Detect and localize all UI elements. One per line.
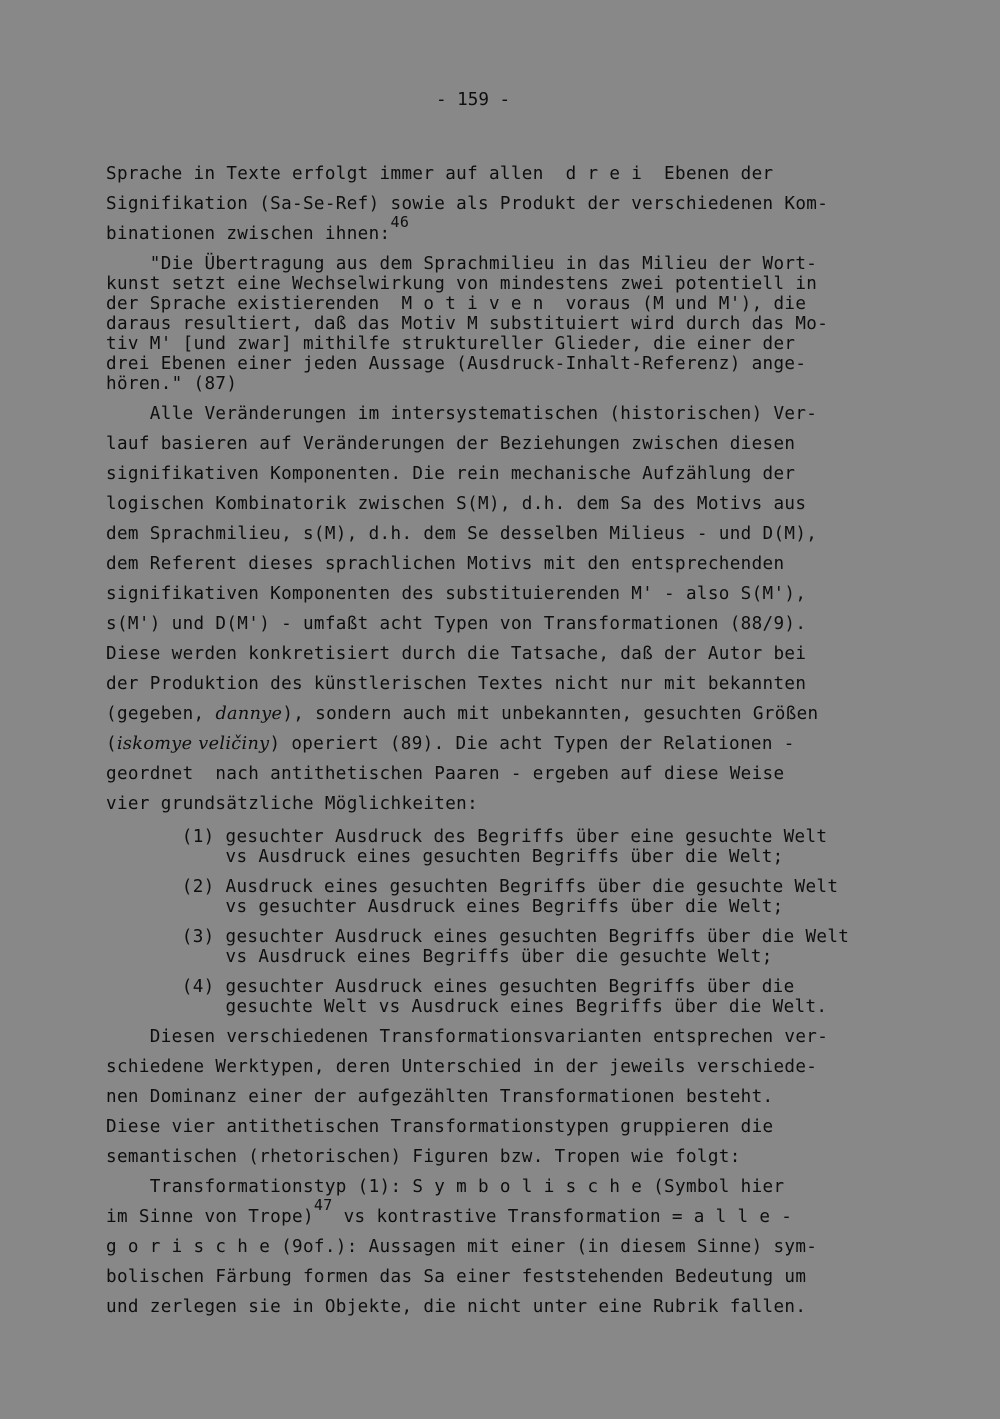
text-line — [106, 163, 773, 185]
text-line — [106, 763, 784, 785]
text-line — [106, 1296, 806, 1318]
text-line — [138, 996, 827, 1018]
text-line — [106, 553, 784, 575]
line-text: kunst setzt eine Wechselwirkung von mindestens zwei potentiell in — [106, 274, 818, 294]
text-line — [106, 703, 819, 725]
line-text: binationen zwischen ihnen: — [106, 224, 391, 244]
text-line — [106, 793, 478, 815]
text-line — [106, 313, 828, 335]
line-text: Sprache in Texte erfolgt immer auf allen d r e i Ebenen der — [106, 164, 774, 184]
line-text: vier grundsätzliche Möglichkeiten: — [106, 794, 479, 814]
text-line — [106, 403, 817, 425]
text-line — [106, 273, 817, 295]
text-line — [106, 643, 806, 665]
page-number: - 159 - — [436, 90, 511, 110]
line-text: Signifikation (Sa-Se-Ref) sowie als Produkt der verschiedenen Kom- — [106, 194, 829, 214]
line-text: (1) gesuchter Ausdruck des Begriffs über eine gesuchte Welt — [138, 827, 828, 847]
text-line — [106, 1196, 793, 1228]
text-line — [106, 523, 817, 545]
line-text: gesuchte Welt vs Ausdruck eines Begriffs über die Welt. — [138, 997, 828, 1017]
text-line — [106, 1056, 817, 1078]
line-text: der Produktion des künstlerischen Textes nicht nur mit bekannten — [106, 674, 807, 694]
text-line — [106, 1176, 784, 1198]
text-line — [106, 1266, 806, 1288]
line-text: im Sinne von Trope) — [106, 1207, 314, 1227]
line-text: vs Ausdruck eines gesuchten Begriffs über die Welt; — [138, 847, 784, 867]
text-line — [106, 213, 410, 245]
text-line — [106, 493, 806, 515]
text-line — [106, 1236, 817, 1258]
line-text: s(M') und D(M') - umfaßt acht Typen von Transformationen (88/9). — [106, 614, 807, 634]
text-line — [138, 826, 827, 848]
line-text: vs Ausdruck eines Begriffs über die gesuchte Welt; — [138, 947, 773, 967]
line-text: "Die Übertragung aus dem Sprachmilieu in das Milieu der Wort- — [106, 254, 818, 274]
line-text: Diese vier antithetischen Transformationstypen gruppieren die — [106, 1117, 774, 1137]
line-text: bolischen Färbung formen das Sa einer feststehenden Bedeutung um — [106, 1267, 807, 1287]
text-line — [138, 926, 849, 948]
line-text: (gegeben, — [106, 704, 216, 724]
line-text: (4) gesuchter Ausdruck eines gesuchten Begriffs über die — [138, 977, 795, 997]
line-text: ( — [106, 734, 117, 754]
text-line — [138, 946, 773, 968]
line-text: dem Referent dieses sprachlichen Motivs mit den entsprechenden — [106, 554, 785, 574]
line-text: geordnet nach antithetischen Paaren - ergeben auf diese Weise — [106, 764, 785, 784]
line-text: Transformationstyp (1): S y m b o l i s c h e (Symbol hier — [106, 1177, 785, 1197]
line-text: drei Ebenen einer jeden Aussage (Ausdruck-Inhalt-Referenz) ange- — [106, 354, 807, 374]
text-line — [106, 1146, 741, 1168]
text-line — [138, 846, 784, 868]
line-text: lauf basieren auf Veränderungen der Beziehungen zwischen diesen — [106, 434, 796, 454]
text-line — [106, 433, 795, 455]
line-text: vs kontrastive Transformation = a l l e - — [332, 1207, 793, 1227]
text-line — [138, 976, 795, 998]
line-text: ) operiert (89). Die acht Typen der Relationen - — [269, 734, 795, 754]
line-text: hören." (87) — [106, 374, 238, 394]
line-text: ), sondern auch mit unbekannten, gesuchten Größen — [282, 704, 819, 724]
line-text: g o r i s c h e (9of.): Aussagen mit einer (in diesem Sinne) sym- — [106, 1237, 818, 1257]
line-text: Diese werden konkretisiert durch die Tatsache, daß der Autor bei — [106, 644, 807, 664]
text-line — [106, 1116, 773, 1138]
line-text: semantischen (rhetorischen) Figuren bzw. Tropen wie folgt: — [106, 1147, 741, 1167]
text-line — [106, 1086, 773, 1108]
italic-term: dannye — [215, 704, 283, 724]
line-text: signifikativen Komponenten. Die rein mechanische Aufzählung der — [106, 464, 796, 484]
line-text: vs gesuchter Ausdruck eines Begriffs über die Welt; — [138, 897, 784, 917]
text-line — [106, 583, 806, 605]
line-text: tiv M' [und zwar] mithilfe struktureller Glieder, die einer der — [106, 334, 796, 354]
line-text: (2) Ausdruck eines gesuchten Begriffs über die gesuchte Welt — [138, 877, 839, 897]
text-line — [106, 613, 806, 635]
line-text: nen Dominanz einer der aufgezählten Transformationen besteht. — [106, 1087, 774, 1107]
text-line — [106, 733, 795, 755]
text-line — [106, 353, 806, 375]
line-text: (3) gesuchter Ausdruck eines gesuchten Begriffs über die Welt — [138, 927, 850, 947]
line-text: dem Sprachmilieu, s(M), d.h. dem Se desselben Milieus - und D(M), — [106, 524, 818, 544]
line-text: signifikativen Komponenten des substituierenden M' - also S(M'), — [106, 584, 807, 604]
line-text: schiedene Werktypen, deren Unterschied in der jeweils verschiede- — [106, 1057, 818, 1077]
text-line — [106, 293, 806, 315]
line-text: und zerlegen sie in Objekte, die nicht unter eine Rubrik fallen. — [106, 1297, 807, 1317]
line-text: der Sprache existierenden M o t i v e n voraus (M und M'), die — [106, 294, 807, 314]
text-line — [138, 896, 784, 918]
text-line — [106, 373, 237, 395]
text-line — [106, 463, 795, 485]
line-text: daraus resultiert, daß das Motiv M substituiert wird durch das Mo- — [106, 314, 829, 334]
line-text: logischen Kombinatorik zwischen S(M), d.h. dem Sa des Motivs aus — [106, 494, 807, 514]
text-line — [138, 876, 838, 898]
footnote-marker: 46 — [390, 213, 410, 231]
text-line — [106, 253, 817, 275]
text-line — [106, 673, 806, 695]
line-text: Diesen verschiedenen Transformationsvarianten entsprechen ver- — [106, 1027, 829, 1047]
text-line — [106, 333, 795, 355]
text-line — [106, 193, 828, 215]
italic-term: iskomye veličiny — [116, 734, 270, 754]
text-line — [106, 1026, 828, 1048]
line-text: Alle Veränderungen im intersystematischen (historischen) Ver- — [106, 404, 818, 424]
footnote-marker: 47 — [313, 1196, 333, 1214]
